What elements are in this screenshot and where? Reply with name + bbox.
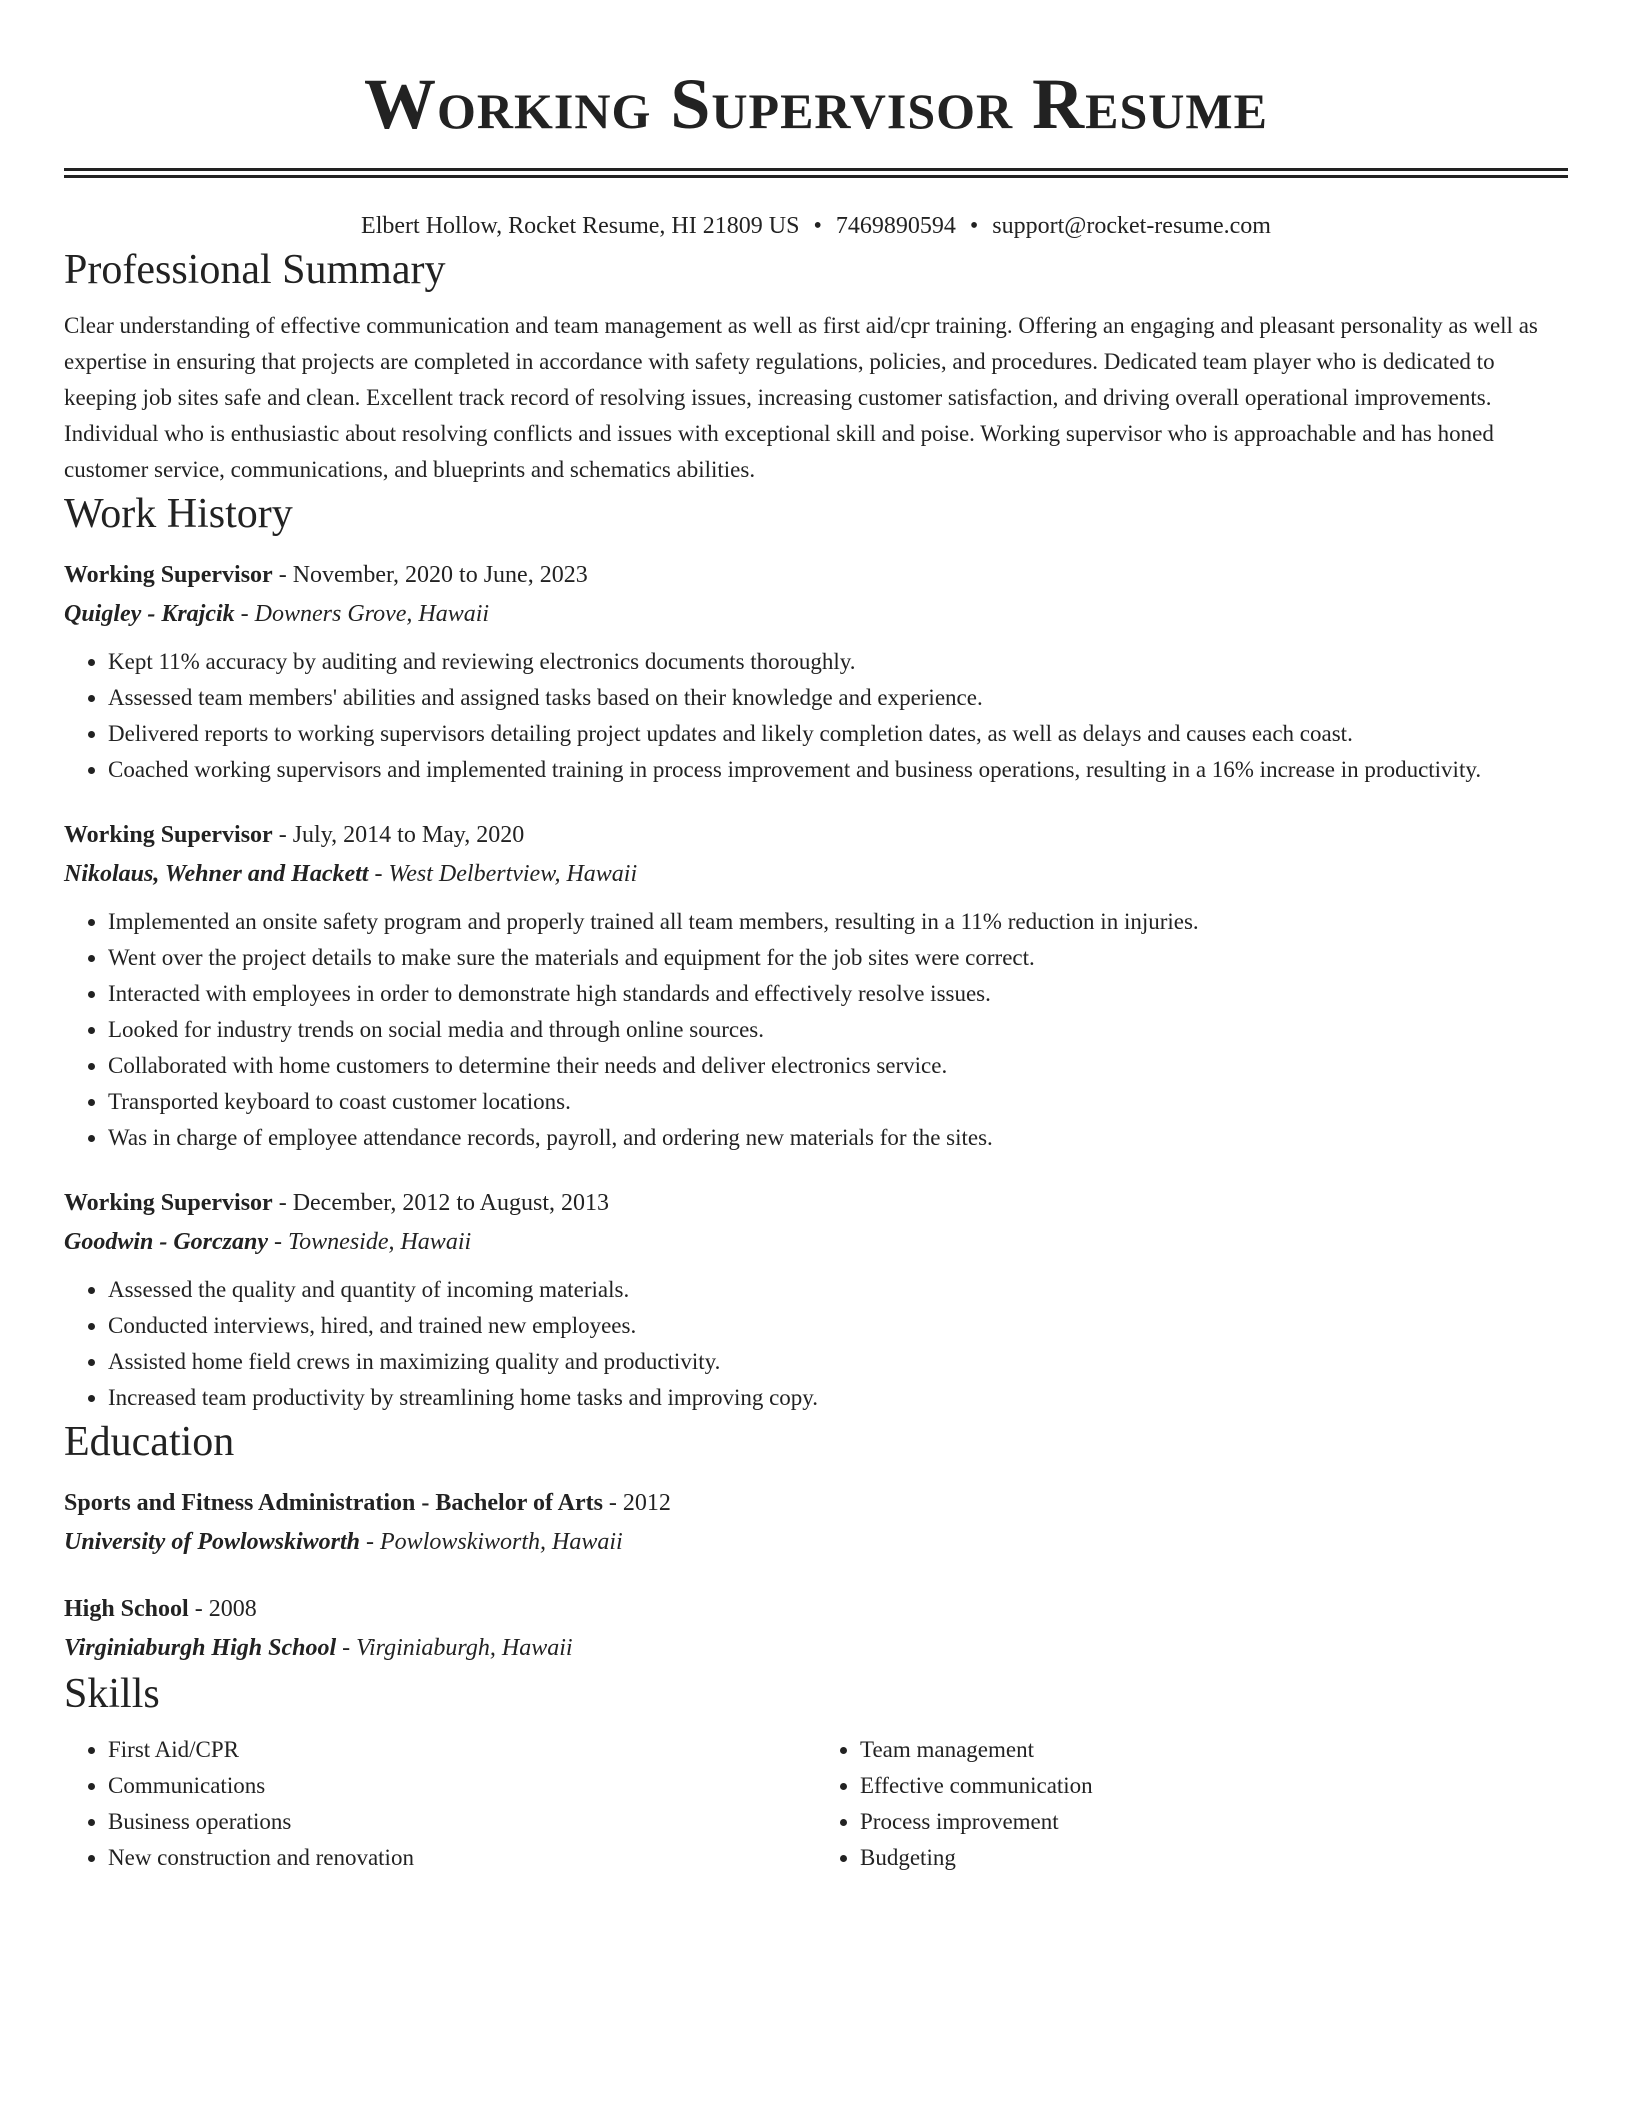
job-title-line <box>64 556 1568 594</box>
resume-title: Working Supervisor Resume <box>364 64 1268 144</box>
job-title-line <box>64 816 1568 854</box>
education-degree-line <box>64 1590 1568 1628</box>
job-bullet: • Conducted interviews, hired, and trained new employees. <box>108 1308 1568 1344</box>
job-bullet: • Went over the project details to make sure the materials and equipment for the job sites were correct. <box>108 940 1568 976</box>
job-bullet: • Delivered reports to working supervisors detailing project updates and likely completion dates, as well as delays and causes each coast. <box>108 716 1568 752</box>
job-entry <box>64 556 1568 788</box>
skill-item: • Effective communication <box>860 1768 1568 1804</box>
skills-column-left <box>64 1732 816 1876</box>
education-location: - Powlowskiworth, Hawaii <box>360 1529 623 1555</box>
job-bullet: • Coached working supervisors and implemented training in process improvement and business operations, resulting in a 16% increase in productivity. <box>108 752 1568 788</box>
skill-item: • Business operations <box>108 1804 816 1840</box>
contact-separator: • <box>813 213 822 239</box>
job-company: Goodwin - Gorczany <box>64 1229 269 1255</box>
skill-item: • First Aid/CPR <box>108 1732 816 1768</box>
work-history-heading: Work History <box>64 491 293 537</box>
contact-phone: 7469890594 <box>835 213 956 239</box>
job-role: Working Supervisor <box>64 822 273 848</box>
job-bullets <box>64 1272 1568 1416</box>
skill-item: • New construction and renovation <box>108 1840 816 1876</box>
job-bullet: • Assisted home field crews in maximizing quality and productivity. <box>108 1344 1568 1380</box>
job-bullet: • Increased team productivity by streamlining home tasks and improving copy. <box>108 1380 1568 1416</box>
job-company-line <box>64 1222 1568 1262</box>
education-school: University of Powlowskiworth <box>64 1529 361 1555</box>
job-bullet: • Collaborated with home customers to determine their needs and deliver electronics service. <box>108 1048 1568 1084</box>
resume-page <box>64 0 1568 1876</box>
job-dates: - December, 2012 to August, 2013 <box>272 1190 610 1216</box>
job-title-line <box>64 1184 1568 1222</box>
education-entry <box>64 1484 1568 1562</box>
job-bullets <box>64 644 1568 788</box>
education-degree: High School <box>64 1596 189 1622</box>
summary-text: Clear understanding of effective communication and team management as well as first aid/cpr training. Offering an engaging and pleasant personality as well as expertise in ensuring that projects are completed in accordance with safety regulations, policies, and procedures. Dedicated team player who is dedicated to keeping job sites safe and clean. Excellent track record of resolving issues, increasing customer satisfaction, and driving overall operational improvements. Individual who is enthusiastic about resolving conflicts and issues with exceptional skill and poise. Working supervisor who is approachable and has honed customer service, communications, and blueprints and schematics abilities. <box>64 313 1538 482</box>
job-company-line <box>64 854 1568 894</box>
job-dates: - July, 2014 to May, 2020 <box>272 822 525 848</box>
education-school: Virginiaburgh High School <box>64 1635 337 1661</box>
skills-column-right <box>816 1732 1568 1876</box>
skill-item: • Process improvement <box>860 1804 1568 1840</box>
contact-separator: • <box>969 213 979 239</box>
job-company-line <box>64 594 1568 634</box>
job-company: Quigley - Krajcik <box>64 601 235 627</box>
job-bullet: • Interacted with employees in order to demonstrate high standards and effectively resolve issues. <box>108 976 1568 1012</box>
education-entry <box>64 1590 1568 1668</box>
skill-item: • Communications <box>108 1768 816 1804</box>
contact-email: support@rocket-resume.com <box>992 213 1271 239</box>
title-divider <box>64 168 1568 178</box>
education-heading: Education <box>64 1419 235 1465</box>
education-school-line <box>64 1628 1568 1668</box>
job-bullet: • Assessed team members' abilities and assigned tasks based on their knowledge and experience. <box>108 680 1568 716</box>
education-degree: Sports and Fitness Administration - Bachelor of Arts <box>64 1490 603 1516</box>
education-school-line <box>64 1522 1568 1562</box>
education-year: - 2012 <box>602 1490 671 1516</box>
skill-item: • Budgeting <box>860 1840 1568 1876</box>
job-bullets <box>64 904 1568 1156</box>
skills-list <box>64 1732 1568 1876</box>
summary-heading: Professional Summary <box>64 247 446 293</box>
education-location: - Virginiaburgh, Hawaii <box>336 1635 573 1661</box>
job-bullet: • Kept 11% accuracy by auditing and reviewing electronics documents thoroughly. <box>108 644 1568 680</box>
job-bullet: • Assessed the quality and quantity of incoming materials. <box>108 1272 1568 1308</box>
job-bullet: • Looked for industry trends on social media and through online sources. <box>108 1012 1568 1048</box>
job-company: Nikolaus, Wehner and Hackett <box>64 861 369 887</box>
education-degree-line <box>64 1484 1568 1522</box>
job-entry <box>64 816 1568 1156</box>
contact-line <box>64 208 1568 244</box>
job-role: Working Supervisor <box>64 562 273 588</box>
job-entry <box>64 1184 1568 1416</box>
job-bullet: • Was in charge of employee attendance records, payroll, and ordering new materials for the sites. <box>108 1120 1568 1156</box>
skills-heading: Skills <box>64 1671 160 1717</box>
job-location: - Downers Grove, Hawaii <box>234 601 490 627</box>
job-location: - West Delbertview, Hawaii <box>368 861 638 887</box>
job-role: Working Supervisor <box>64 1190 273 1216</box>
job-location: - Towneside, Hawaii <box>268 1229 472 1255</box>
job-dates: - November, 2020 to June, 2023 <box>272 562 588 588</box>
contact-address: Elbert Hollow, Rocket Resume, HI 21809 US <box>361 213 800 239</box>
skill-item: • Team management <box>860 1732 1568 1768</box>
education-year: - 2008 <box>188 1596 257 1622</box>
job-bullet: • Transported keyboard to coast customer locations. <box>108 1084 1568 1120</box>
job-bullet: • Implemented an onsite safety program and properly trained all team members, resulting in a 11% reduction in injuries. <box>108 904 1568 940</box>
